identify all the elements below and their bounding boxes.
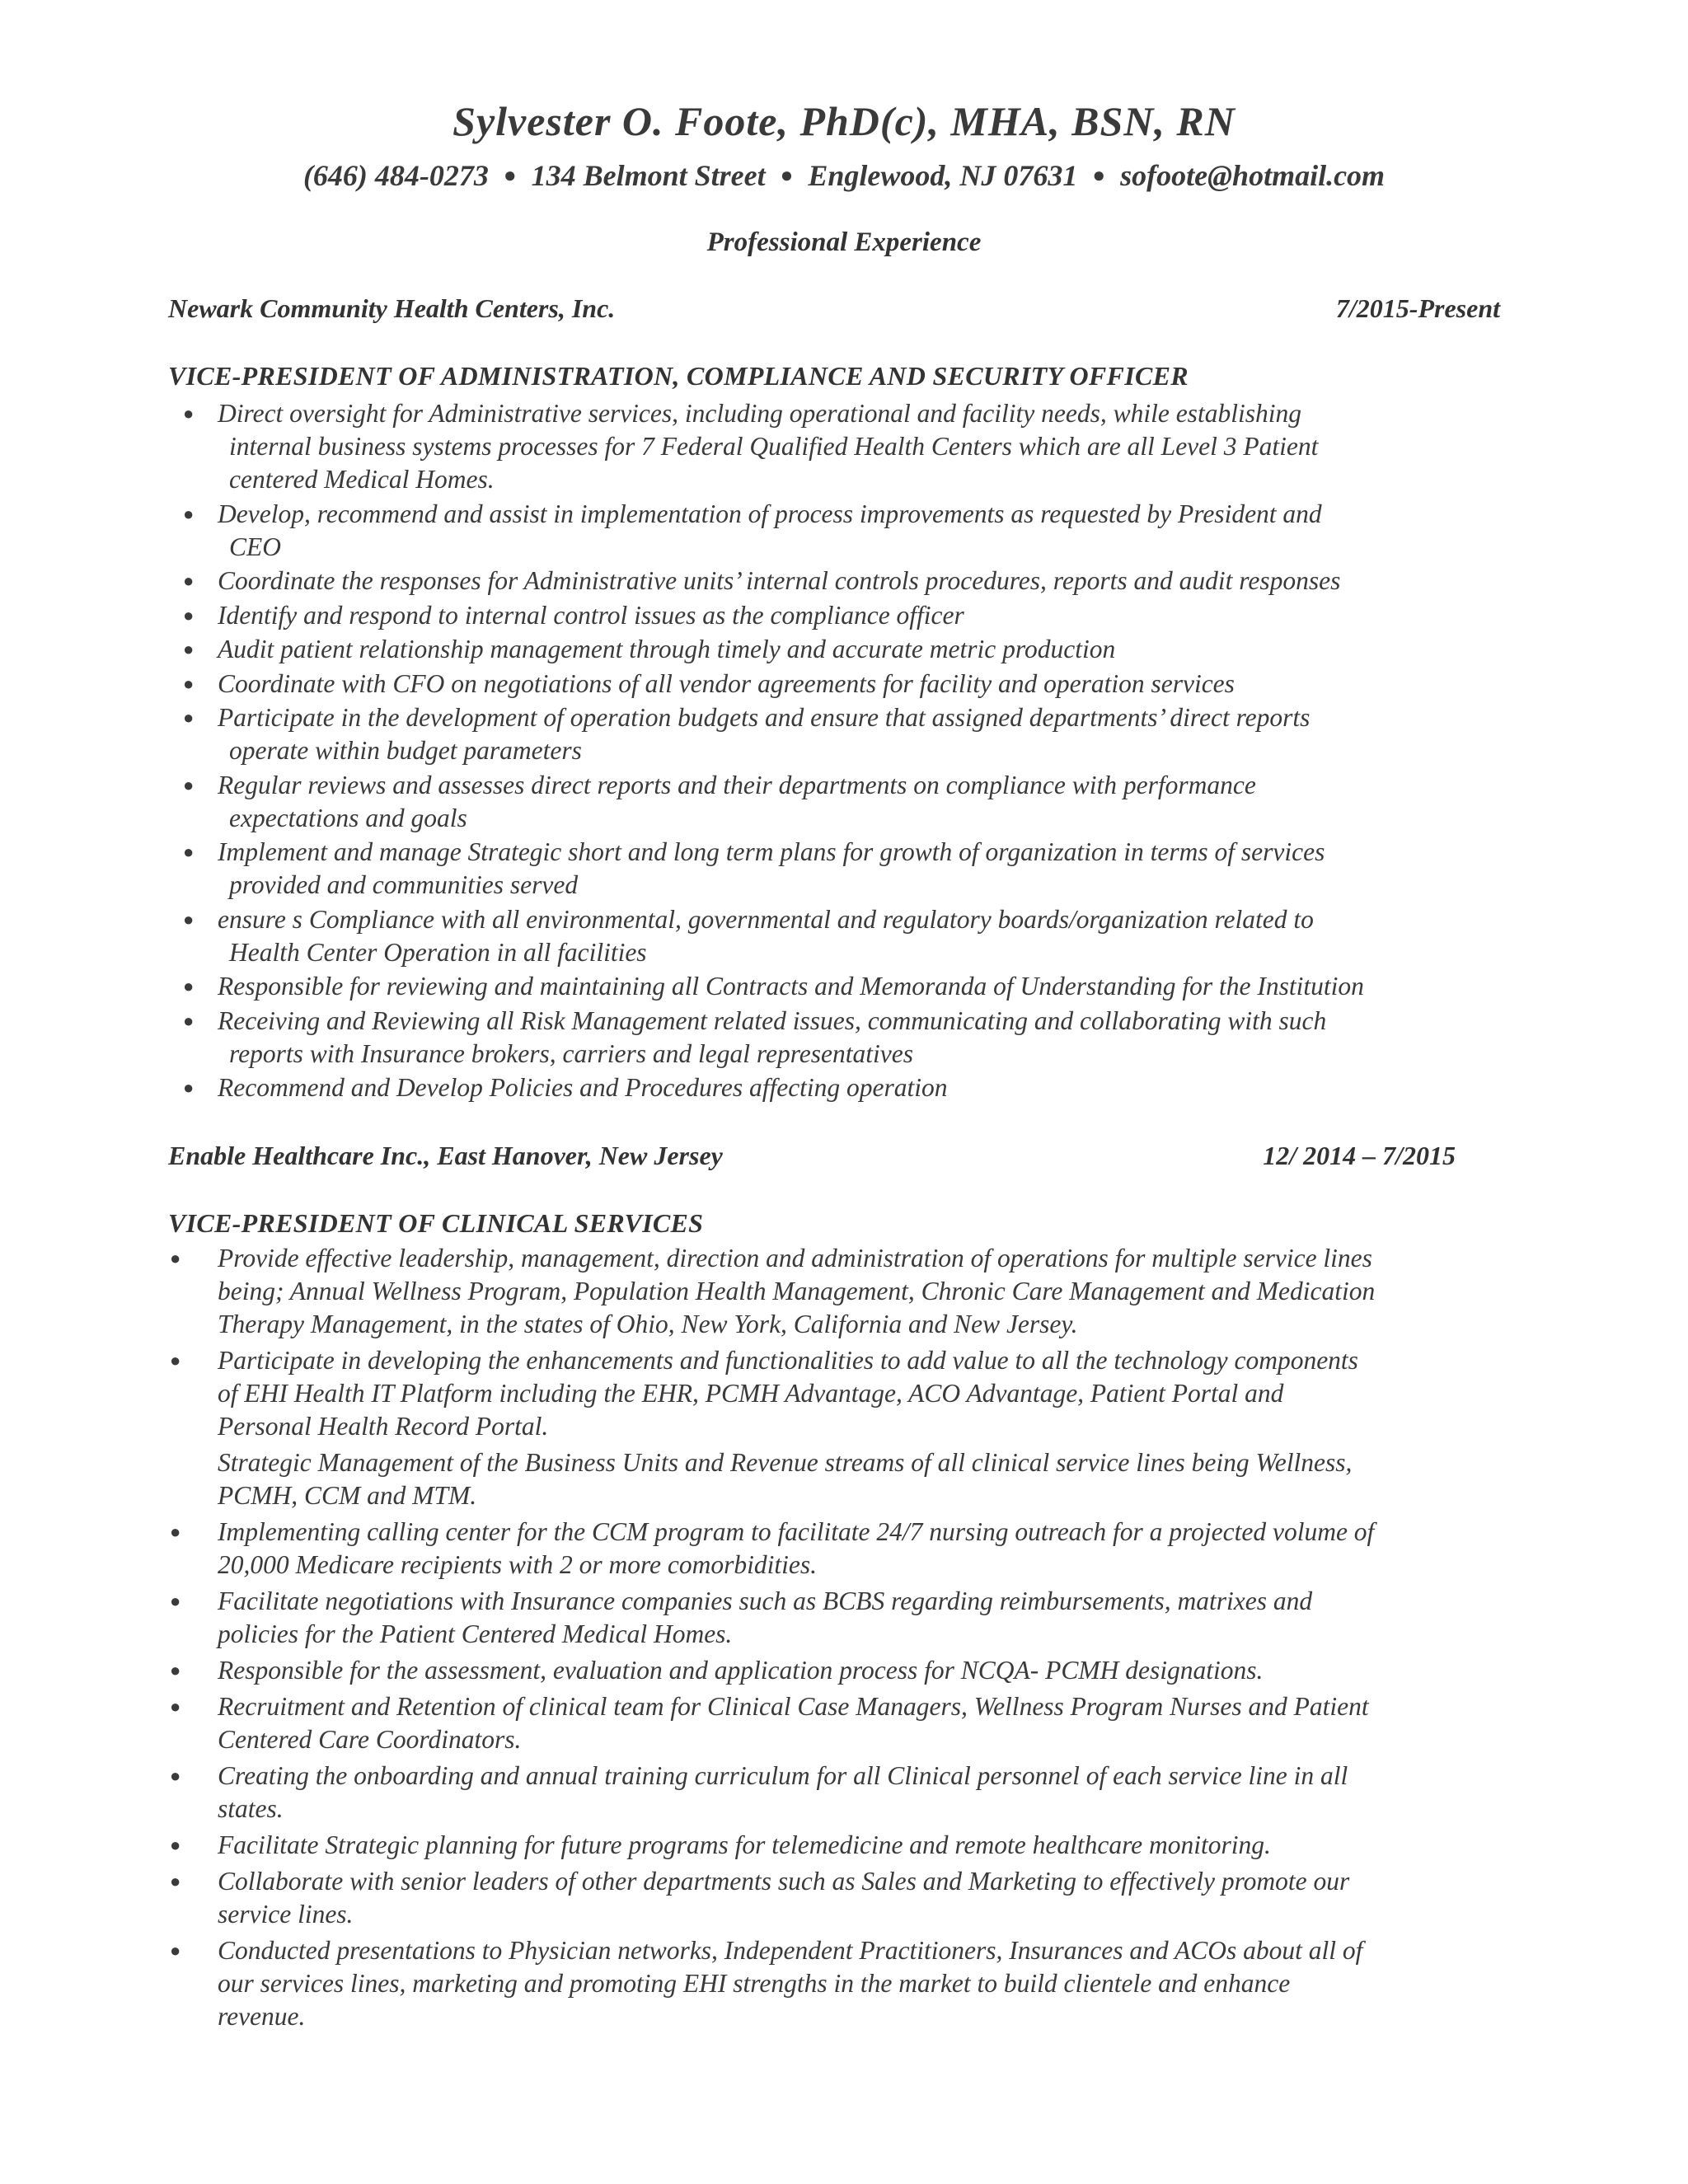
list-item-text [218, 903, 1500, 969]
job2-employer: Enable Healthcare Inc., East Hanover, New Jersey [168, 1141, 723, 1170]
bullet-icon: ● [183, 403, 195, 424]
list-item-line: centered Medical Homes. [229, 465, 495, 494]
bullet-icon: ● [183, 639, 195, 659]
list-item-line: Identify and respond to internal control issues as the compliance officer [218, 600, 964, 630]
list-item-text [218, 668, 1500, 701]
list-item-line: Collaborate with senior leaders of other departments such as Sales and Marketing to effectively promote our [218, 1867, 1350, 1896]
list-item-line: Responsible for reviewing and maintaining all Contracts and Memoranda of Understanding for the Institution [218, 972, 1364, 1001]
street-address: 134 Belmont Street [531, 159, 766, 192]
bullet-icon: ● [183, 908, 195, 930]
list-item-line: internal business systems processes for 7 Federal Qualified Health Centers which are all Level 3 Patient [229, 432, 1319, 461]
bullet-icon: ● [170, 1696, 181, 1717]
list-item-line: being; Annual Wellness Program, Population Health Management, Chronic Care Management and Medication [218, 1277, 1376, 1305]
list-item-text [218, 1071, 1500, 1104]
job1-role: VICE-PRESIDENT OF ADMINISTRATION, COMPLIANCE AND SECURITY OFFICER [168, 361, 1189, 391]
list-item-line: Facilitate Strategic planning for future programs for telemedicine and remote healthcare monitoring. [218, 1830, 1271, 1859]
list-item-line: Strategic Management of the Business Units and Revenue streams of all clinical service lines being Wellness, [218, 1448, 1353, 1477]
list-item-text [218, 397, 1500, 496]
list-item-text [218, 565, 1500, 598]
list-item [181, 498, 1500, 564]
list-item-line: Direct oversight for Administrative services, including operational and facility needs, while establishing [218, 399, 1301, 428]
bullet-icon: ● [183, 673, 195, 694]
section-title-experience: Professional Experience [706, 227, 982, 257]
list-item-line: Personal Health Record Portal. [218, 1412, 549, 1441]
list-item-line: Therapy Management, in the states of Ohio, New York, California and New Jersey. [218, 1310, 1078, 1338]
contact-line [0, 158, 1688, 193]
list-item [165, 1690, 1517, 1756]
list-item-line: Regular reviews and assesses direct reports and their departments on compliance with performance [218, 770, 1256, 799]
separator-dot: ● [780, 163, 794, 187]
list-item-line: PCMH, CCM and MTM. [218, 1481, 477, 1510]
list-item [181, 1071, 1500, 1104]
bullet-icon: ● [170, 1835, 181, 1855]
job2-responsibilities [165, 1242, 1517, 2036]
bullet-icon: ● [170, 1350, 181, 1371]
list-item [165, 1585, 1517, 1651]
list-item-line: Implementing calling center for the CCM program to facilitate 24/7 nursing outreach for a projected volume of [218, 1517, 1375, 1546]
bullet-icon: ● [183, 570, 195, 591]
list-item-line: Creating the onboarding and annual training curriculum for all Clinical personnel of each service line in all [218, 1761, 1348, 1790]
bullet-icon: ● [170, 1660, 181, 1680]
job1-employer: Newark Community Health Centers, Inc. [168, 293, 616, 323]
list-item-text [218, 970, 1500, 1003]
list-item-line: 20,000 Medicare recipients with 2 or more comorbidities. [218, 1550, 818, 1579]
phone: (646) 484-0273 [302, 159, 489, 192]
list-item [181, 769, 1500, 835]
list-item [181, 633, 1500, 666]
list-item-line: policies for the Patient Centered Medical Homes. [218, 1619, 733, 1648]
list-item-line: reports with Insurance brokers, carriers and legal representatives [229, 1038, 913, 1068]
list-item [165, 1760, 1517, 1825]
separator-dot: ● [1092, 163, 1106, 187]
list-item [181, 970, 1500, 1003]
list-item-line: Coordinate with CFO on negotiations of all vendor agreements for facility and operation services [218, 668, 1235, 698]
list-item-line: service lines. [218, 1900, 354, 1929]
list-item [181, 701, 1500, 767]
list-item-line: operate within budget parameters [229, 736, 582, 765]
list-item-line: states. [218, 1794, 284, 1823]
list-item [181, 599, 1500, 632]
bullet-icon: ● [170, 1765, 181, 1786]
list-item-line: Implement and manage Strategic short and long term plans for growth of organization in terms of services [218, 837, 1325, 866]
list-item-line: Receiving and Reviewing all Risk Management related issues, communicating and collaborating with such [218, 1005, 1327, 1035]
list-item [165, 1829, 1517, 1862]
list-item-text [218, 1005, 1500, 1071]
list-item [181, 668, 1500, 701]
list-item-text [218, 836, 1500, 902]
list-item-line: CEO [229, 532, 281, 561]
list-item-line: Conducted presentations to Physician networks, Independent Practitioners, Insurances and ACOs about all of [218, 1936, 1363, 1965]
list-item-line: ensure s Compliance with all environmental, governmental and regulatory boards/organization related to [218, 904, 1314, 934]
bullet-icon: ● [170, 1940, 181, 1961]
list-item-line: Facilitate negotiations with Insurance companies such as BCBS regarding reimbursements, matrixes and [218, 1586, 1313, 1615]
job1-dates: 7/2015-Present [1335, 293, 1500, 323]
list-item-text [218, 498, 1500, 564]
list-item [165, 1516, 1517, 1582]
bullet-icon: ● [170, 1871, 181, 1891]
bullet-icon: ● [170, 1521, 181, 1542]
list-item-line: Provide effective leadership, management, direction and administration of operations for multiple service lines [218, 1244, 1372, 1272]
list-item [165, 1654, 1517, 1687]
separator-dot: ● [503, 163, 517, 187]
bullet-icon: ● [183, 1077, 195, 1098]
list-item-line: provided and communities served [229, 870, 579, 899]
list-item-line: Centered Care Coordinators. [218, 1725, 522, 1754]
bullet-icon: ● [170, 1591, 181, 1611]
job2-dates: 12/ 2014 – 7/2015 [1263, 1141, 1456, 1170]
bullet-icon: ● [183, 707, 195, 728]
list-item-line: Health Center Operation in all facilities [229, 937, 647, 967]
list-item-line: revenue. [218, 2002, 306, 2031]
bullet-icon: ● [183, 1010, 195, 1031]
list-item [181, 565, 1500, 598]
list-item [165, 1934, 1517, 2033]
list-item-line: Participate in the development of operation budgets and ensure that assigned departments’ direct reports [218, 703, 1311, 732]
list-item [181, 397, 1500, 496]
list-item-line: Recommend and Develop Policies and Procedures affecting operation [218, 1073, 948, 1102]
bullet-icon: ● [183, 976, 195, 996]
bullet-icon: ● [183, 774, 195, 795]
bullet-icon: ● [183, 503, 195, 524]
list-item [165, 1865, 1517, 1931]
list-item [181, 903, 1500, 969]
list-item-line: our services lines, marketing and promoting EHI strengths in the market to build clientele and enhance [218, 1969, 1291, 1998]
bullet-icon: ● [183, 604, 195, 626]
list-item [181, 836, 1500, 902]
list-item-text [218, 769, 1500, 835]
bullet-icon: ● [183, 841, 195, 862]
city-state-zip: Englewood, NJ 07631 [808, 159, 1078, 192]
list-item-line: expectations and goals [229, 803, 467, 832]
list-item-line: Recruitment and Retention of clinical team for Clinical Case Managers, Wellness Program Nurses and Patient [218, 1692, 1369, 1721]
job2-role: VICE-PRESIDENT OF CLINICAL SERVICES [168, 1208, 704, 1238]
list-item-line: Responsible for the assessment, evaluation and application process for NCQA- PCMH designations. [218, 1656, 1264, 1685]
list-item-text [218, 633, 1500, 666]
bullet-icon: ● [170, 1248, 181, 1268]
list-item-line: of EHI Health IT Platform including the EHR, PCMH Advantage, ACO Advantage, Patient Portal and [218, 1379, 1284, 1408]
list-item [165, 1446, 1517, 1512]
list-item-line: Coordinate the responses for Administrative units’ internal controls procedures, reports and audit responses [218, 566, 1341, 595]
candidate-name: Sylvester O. Foote, PhD(c), MHA, BSN, RN [452, 98, 1236, 144]
list-item-text [218, 599, 1500, 632]
list-item-text [218, 701, 1500, 767]
email: sofoote@hotmail.com [1120, 159, 1386, 192]
list-item-line: Develop, recommend and assist in implementation of process improvements as requested by President and [218, 499, 1322, 528]
list-item [165, 1242, 1517, 1341]
list-item [165, 1344, 1517, 1443]
list-item-line: Audit patient relationship management through timely and accurate metric production [218, 635, 1116, 663]
job1-responsibilities [181, 397, 1500, 1106]
list-item [181, 1005, 1500, 1071]
list-item-line: Participate in developing the enhancements and functionalities to add value to all the technology components [218, 1346, 1358, 1375]
